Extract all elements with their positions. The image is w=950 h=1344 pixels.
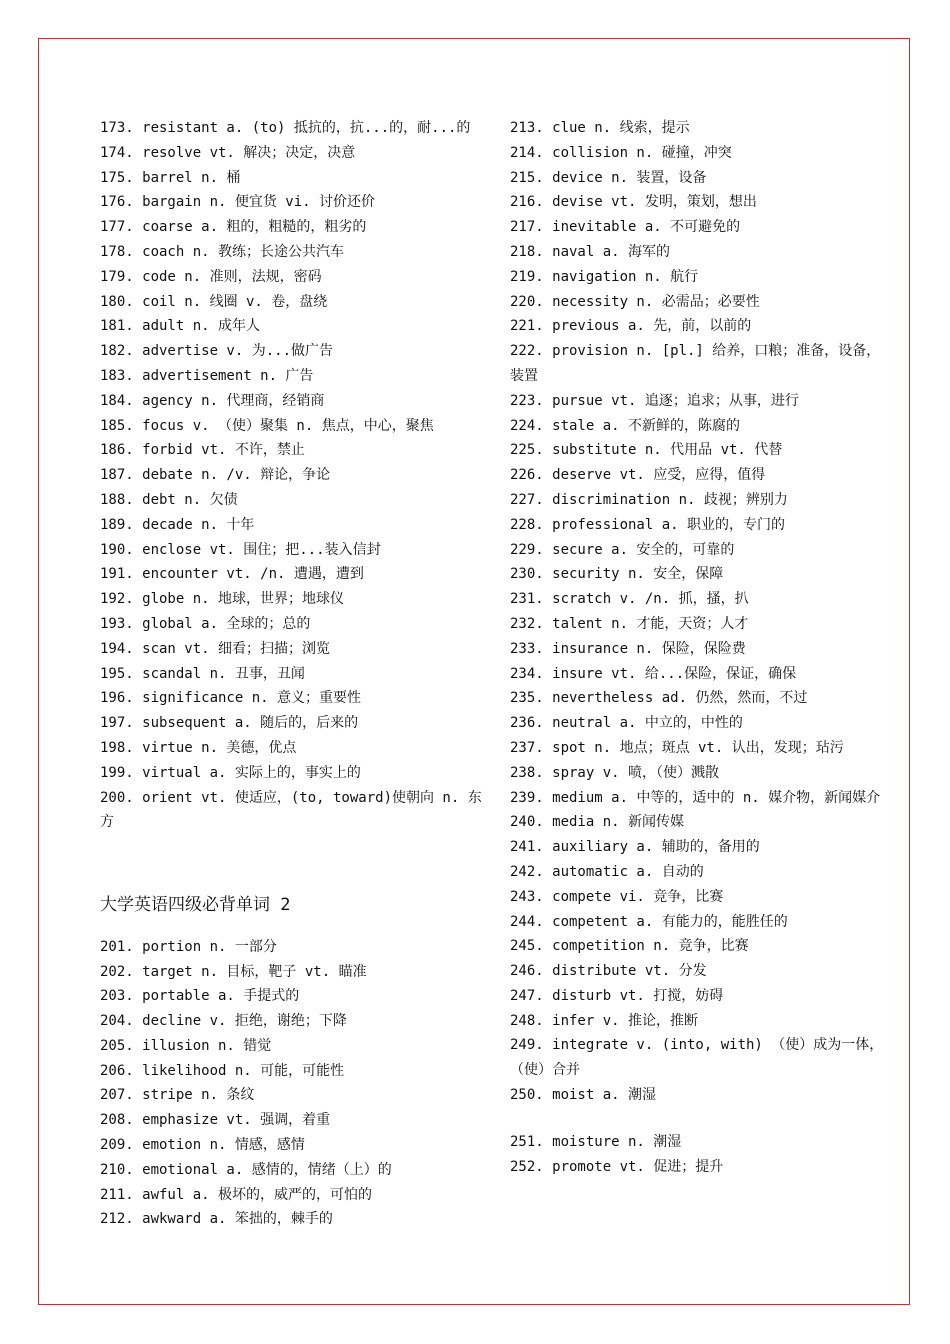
vocab-entry: 225. substitute n. 代用品 vt. 代替	[510, 442, 783, 459]
vocab-entry: 188. debt n. 欠债	[100, 491, 238, 508]
vocab-entry: 197. subsequent a. 随后的，后来的	[100, 715, 359, 732]
vocab-entry: 176. bargain n. 便宜货 vi. 讨价还价	[100, 194, 376, 211]
vocab-entry: 198. virtue n. 美德，优点	[100, 739, 297, 756]
vocab-list-251-252	[510, 1130, 892, 1180]
vocab-entry: 174. resolve vt. 解决；决定，决意	[100, 144, 356, 161]
vocab-entry: 207. stripe n. 条纹	[100, 1087, 255, 1104]
vocab-entry: 195. scandal n. 丑事，丑闻	[100, 665, 305, 682]
vocab-entry: 216. devise vt. 发明，策划，想出	[510, 194, 757, 211]
vocab-entry: 191. encounter vt. /n. 遭遇，遭到	[100, 566, 364, 583]
vocab-entry: 187. debate n. /v. 辩论，争论	[100, 467, 331, 484]
vocab-entry: 229. secure a. 安全的，可靠的	[510, 541, 735, 558]
vocab-entry: 248. infer v. 推论，推断	[510, 1012, 699, 1029]
vocab-entry: 238. spray v. 喷，（使）溅散	[510, 764, 720, 781]
vocab-entry: 219. navigation n. 航行	[510, 268, 699, 285]
vocab-entry: 206. likelihood n. 可能，可能性	[100, 1062, 345, 1079]
vocab-entry: 182. advertise v. 为...做广告	[100, 343, 334, 360]
vocab-entry: 220. necessity n. 必需品；必要性	[510, 293, 760, 310]
vocab-entry: 221. previous a. 先，前，以前的	[510, 318, 752, 335]
vocab-entry: 209. emotion n. 情感，感情	[100, 1137, 305, 1154]
vocab-entry: 226. deserve vt. 应受，应得，值得	[510, 467, 766, 484]
vocab-entry: 189. decade n. 十年	[100, 516, 255, 533]
vocab-entry: 184. agency n. 代理商，经销商	[100, 392, 325, 409]
vocab-entry: 194. scan vt. 细看；扫描；浏览	[100, 640, 331, 657]
left-column	[100, 116, 485, 1232]
vocab-entry: 233. insurance n. 保险，保险费	[510, 640, 746, 657]
vocab-entry: 208. emphasize vt. 强调，着重	[100, 1112, 331, 1129]
vocab-entry: 252. promote vt. 促进；提升	[510, 1159, 724, 1176]
vocab-entry: 202. target n. 目标，靶子 vt. 瞄准	[100, 963, 367, 980]
section-title: 大学英语四级必背单词 2	[100, 894, 291, 915]
vocab-entry: 212. awkward a. 笨拙的，棘手的	[100, 1211, 333, 1228]
vocab-entry: 235. nevertheless ad. 仍然，然而，不过	[510, 690, 808, 707]
vocab-entry: 230. security n. 安全，保障	[510, 566, 724, 583]
vocab-entry: 210. emotional a. 感情的，情绪（上）的	[100, 1161, 392, 1178]
vocab-entry: 183. advertisement n. 广告	[100, 367, 314, 384]
vocab-entry: 228. professional a. 职业的，专门的	[510, 516, 786, 533]
vocab-entry: 190. enclose vt. 围住；把...装入信封	[100, 541, 381, 558]
vocab-entry: 237. spot n. 地点；斑点 vt. 认出，发现；玷污	[510, 739, 844, 756]
vocab-entry: 199. virtual a. 实际上的，事实上的	[100, 764, 361, 781]
vocab-entry: 217. inevitable a. 不可避免的	[510, 219, 741, 236]
vocab-entry: 205. illusion n. 错觉	[100, 1037, 272, 1054]
vocab-entry: 241. auxiliary a. 辅助的，备用的	[510, 839, 760, 856]
vocab-entry: 244. competent a. 有能力的，能胜任的	[510, 913, 788, 930]
vocab-entry: 242. automatic a. 自动的	[510, 863, 704, 880]
vocab-entry: 246. distribute vt. 分发	[510, 963, 707, 980]
vocab-entry: 231. scratch v. /n. 抓，搔，扒	[510, 591, 749, 608]
vocab-entry: 239. medium a. 中等的，适中的 n. 媒介物，新闻媒介	[510, 789, 881, 806]
vocab-entry: 222. provision n. [pl.] 给养，口粮；准备，设备，装置	[510, 343, 881, 384]
spacer	[510, 1108, 892, 1131]
vocab-entry: 251. moisture n. 潮湿	[510, 1134, 682, 1151]
vocab-entry: 204. decline v. 拒绝，谢绝；下降	[100, 1013, 347, 1030]
vocab-list-173-200	[100, 116, 485, 835]
vocab-entry: 181. adult n. 成年人	[100, 318, 261, 335]
vocab-entry: 234. insure vt. 给...保险，保证，确保	[510, 665, 797, 682]
vocab-entry: 223. pursue vt. 追逐；追求；从事，进行	[510, 392, 799, 409]
vocab-entry: 249. integrate v. (into, with) （使）成为一体，（使）合并	[510, 1037, 884, 1079]
vocab-entry: 192. globe n. 地球，世界；地球仪	[100, 591, 345, 608]
vocab-entry: 185. focus v. （使）聚集 n. 焦点，中心，聚焦	[100, 417, 434, 434]
vocab-entry: 200. orient vt. 使适应，(to, toward)使朝向 n. 东方	[100, 789, 482, 831]
vocab-entry: 213. clue n. 线索，提示	[510, 120, 690, 136]
vocab-list-201-212	[100, 935, 485, 1233]
spacer	[100, 835, 485, 885]
vocab-list-213-250	[510, 116, 892, 1108]
vocab-entry: 203. portable a. 手提式的	[100, 988, 300, 1005]
vocab-entry: 227. discrimination n. 歧视；辨别力	[510, 491, 788, 508]
right-column	[510, 116, 892, 1180]
vocab-entry: 179. code n. 准则，法规，密码	[100, 268, 322, 285]
vocab-entry: 243. compete vi. 竞争，比赛	[510, 888, 724, 905]
vocab-entry: 218. naval a. 海军的	[510, 243, 671, 260]
vocab-entry: 180. coil n. 线圈 v. 卷，盘绕	[100, 293, 328, 310]
vocab-entry: 201. portion n. 一部分	[100, 938, 277, 955]
vocab-entry: 232. talent n. 才能，天资；人才	[510, 615, 749, 632]
vocab-entry: 245. competition n. 竞争，比赛	[510, 938, 749, 955]
vocab-entry: 240. media n. 新闻传媒	[510, 814, 685, 831]
vocab-entry: 178. coach n. 教练；长途公共汽车	[100, 243, 345, 260]
vocab-entry: 250. moist a. 潮湿	[510, 1087, 657, 1104]
vocab-entry: 186. forbid vt. 不许，禁止	[100, 442, 305, 459]
vocab-entry: 193. global a. 全球的；总的	[100, 615, 311, 632]
vocab-entry: 173. resistant a. (to) 抵抗的，抗...的，耐...的	[100, 120, 471, 136]
vocab-entry: 214. collision n. 碰撞，冲突	[510, 144, 732, 161]
vocab-entry: 211. awful a. 极坏的，威严的，可怕的	[100, 1186, 373, 1203]
vocab-entry: 247. disturb vt. 打搅，妨碍	[510, 987, 724, 1004]
vocab-entry: 177. coarse a. 粗的，粗糙的，粗劣的	[100, 219, 367, 236]
vocab-entry: 236. neutral a. 中立的，中性的	[510, 715, 743, 732]
vocab-entry: 215. device n. 装置，设备	[510, 169, 707, 186]
vocab-entry: 175. barrel n. 桶	[100, 169, 241, 186]
vocab-entry: 224. stale a. 不新鲜的，陈腐的	[510, 417, 741, 434]
vocab-entry: 196. significance n. 意义；重要性	[100, 690, 362, 707]
